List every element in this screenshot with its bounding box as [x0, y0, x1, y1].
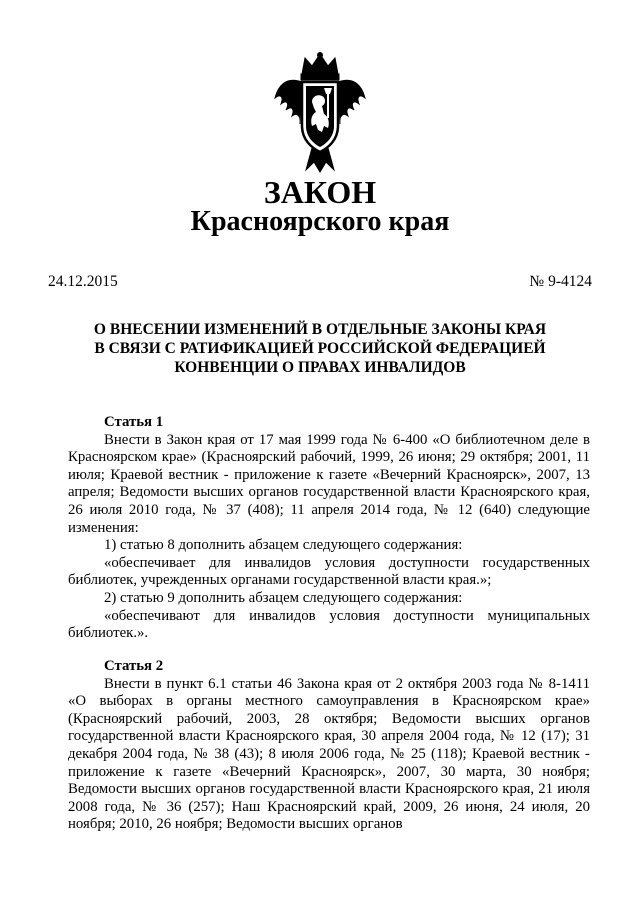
article-paragraph: 2) статью 9 дополнить абзацем следующего содержания:: [104, 589, 463, 606]
law-heading-line: КОНВЕНЦИИ О ПРАВАХ ИНВАЛИДОВ: [174, 359, 466, 376]
document-number: № 9-4124: [529, 273, 592, 290]
law-heading-line: В СВЯЗИ С РАТИФИКАЦИЕЙ РОССИЙСКОЙ ФЕДЕРАЦИЕЙ: [94, 340, 546, 357]
law-heading-line: О ВНЕСЕНИИ ИЗМЕНЕНИЙ В ОТДЕЛЬНЫЕ ЗАКОНЫ КРАЯ: [93, 321, 547, 338]
document-meta: [48, 273, 592, 291]
article-paragraph: «обеспечивают для инвалидов условия доступности муниципальных библиотек.».: [68, 607, 590, 642]
law-heading: [60, 320, 580, 377]
article-1: [68, 414, 590, 643]
document-title: ЗАКОН: [263, 174, 377, 210]
coat-of-arms-icon: [272, 52, 368, 174]
document-subtitle: Красноярского края: [190, 206, 450, 237]
article-paragraph: «обеспечивает для инвалидов условия доступности государственных библиотек, учрежденных органами государственной власти края.»;: [68, 554, 590, 589]
article-paragraph: Внести в Закон края от 17 мая 1999 года № 6-400 «О библиотечном деле в Красноярском крае» (Красноярский рабочий, 1999, 26 июня; 29 октября; 2001, 11 июля; Краевой вестник - приложение к газете «Вечерний Красноярск», 2007, 13 апреля; Ведомости высших органов государственной власти Красноярского края, 26 июля 2010 года, № 37 (408); 11 апреля 2014 года, № 12 (640) следующие изменения:: [68, 431, 590, 536]
article-2-title: Статья 2: [104, 658, 164, 674]
document-date: 24.12.2015: [48, 273, 118, 290]
article-1-title: Статья 1: [104, 414, 164, 430]
article-2: [68, 658, 590, 834]
article-paragraph: Внести в пункт 6.1 статьи 46 Закона края от 2 октября 2003 года № 8-1411 «О выборах в органы местного самоуправления в Красноярском крае» (Красноярский рабочий, 2003, 28 октября; Ведомости высших органов государственной власти Красноярского края, 30 апреля 2004 года, № 12 (17); 31 декабря 2004 года, № 38 (43); 8 июля 2006 года, № 25 (118); Краевой вестник - приложение к газете «Вечерний Красноярск», 2007, 30 марта, 30 ноября; Ведомости высших органов государственной власти Красноярского края, 21 июля 2008 года, № 36 (257); Наш Красноярский край, 2009, 26 июня, 24 июля, 20 ноября; 2010, 26 ноября; Ведомости высших органов: [68, 675, 590, 833]
article-paragraph: 1) статью 8 дополнить абзацем следующего содержания:: [104, 537, 463, 554]
